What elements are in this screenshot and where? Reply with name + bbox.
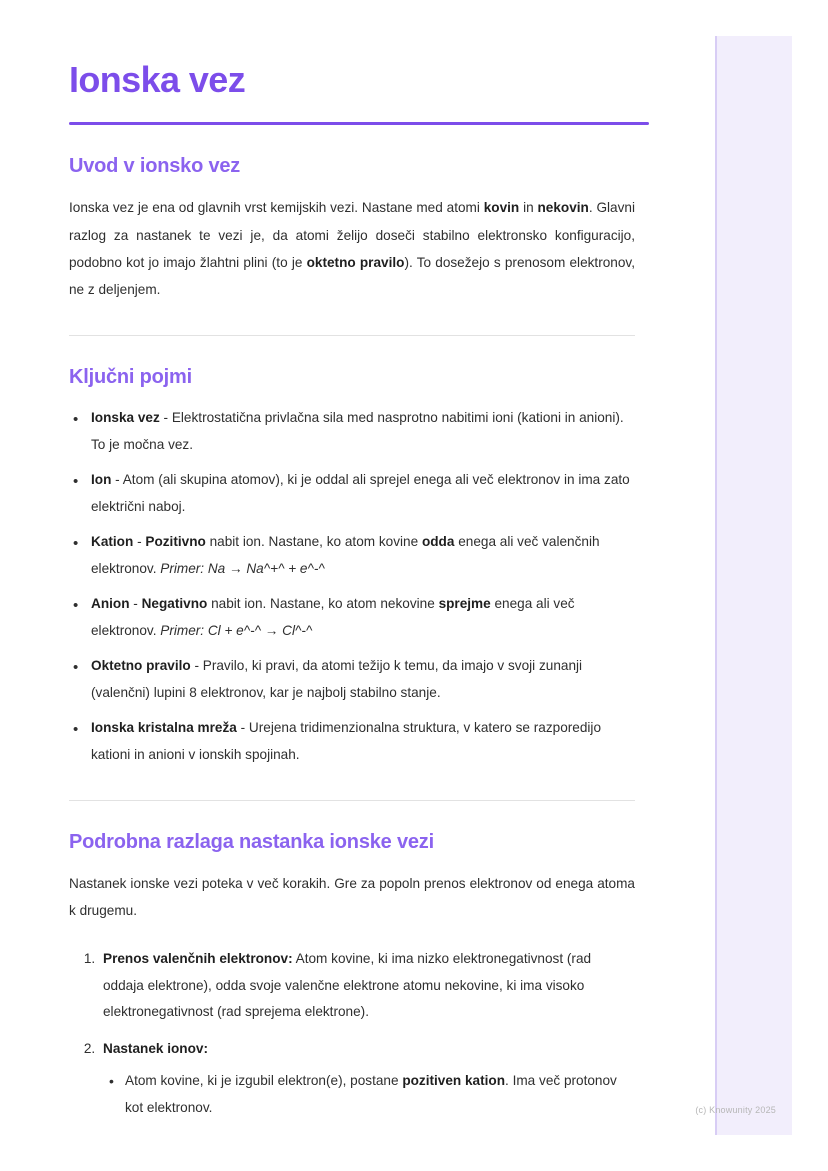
section-divider-2 (69, 800, 635, 801)
document-content (69, 60, 635, 1131)
list-item: • Ionska vez - Elektrostatična privlačna sila med nasprotno nabitimi ioni (kationi in anioni). To je močna vez. (91, 405, 635, 458)
list-item: • Ion - Atom (ali skupina atomov), ki je oddal ali sprejel enega ali več elektronov in ima zato električni naboj. (91, 467, 635, 520)
detailed-paragraph: Nastanek ionske vezi poteka v več korakih. Gre za popoln prenos elektronov od enega atoma k drugemu. (69, 876, 635, 919)
sub-list (103, 1068, 635, 1121)
list-item: • Anion - Negativno nabit ion. Nastane, ko atom nekovine sprejme enega ali več elektronov. Primer: Cl + e^-^ → Cl^-^ (91, 591, 635, 644)
list-item: • Oktetno pravilo - Pravilo, ki pravi, da atomi težijo k temu, da imajo v svoji zunanji (valenčni) lupini 8 elektronov, kar je najbolj stabilno stanje. (91, 653, 635, 706)
list-item: • Ionska kristalna mreža - Urejena tridimenzionalna struktura, v katero se razporedijo kationi in anioni v ionskih spojinah. (91, 715, 635, 768)
ordered-list-item: 1. Prenos valenčnih elektronov: Atom kovine, ki ima nizko elektronegativnost (rad oddaja elektrone), odda svoje valenčne elektrone atomu nekovine, ki ima visoko elektronegativnost (rad sprejema elektrone). (99, 946, 635, 1026)
section-divider-1 (69, 335, 635, 336)
detailed-steps-list (69, 946, 635, 1121)
sub-list-item: • Atom kovine, ki je izgubil elektron(e), postane pozitiven kation. Ima več protonov kot elektronov. (125, 1068, 635, 1121)
key-terms-list (69, 405, 635, 768)
page-title: Ionska vez (69, 59, 246, 100)
section-heading-key-terms: Ključni pojmi (69, 366, 192, 389)
decorative-side-strip (715, 36, 792, 1135)
section-heading-detailed: Podrobna razlaga nastanka ionske vezi (69, 831, 434, 854)
title-underline-rule (69, 122, 649, 125)
section-heading-intro: Uvod v ionsko vez (69, 155, 241, 178)
footer-copyright: (c) Knowunity 2025 (695, 1105, 776, 1115)
list-item: • Kation - Pozitivno nabit ion. Nastane, ko atom kovine odda enega ali več valenčnih elektronov. Primer: Na → Na^+^ + e^-^ (91, 529, 635, 582)
ordered-list-item: 2. Nastanek ionov: • Atom kovine, ki je izgubil elektron(e), postane pozitiven kation. Ima več protonov kot elektronov. (99, 1036, 635, 1122)
intro-paragraph: Ionska vez je ena od glavnih vrst kemijskih vezi. Nastane med atomi kovin in nekovin. Glavni razlog za nastanek te vezi je, da atomi želijo doseči stabilno elektronsko konfiguracijo, podobno kot jo imajo žlahtni plini (to je oktetno pravilo). To dosežejo s prenosom elektronov, ne z deljenjem. (69, 200, 635, 297)
